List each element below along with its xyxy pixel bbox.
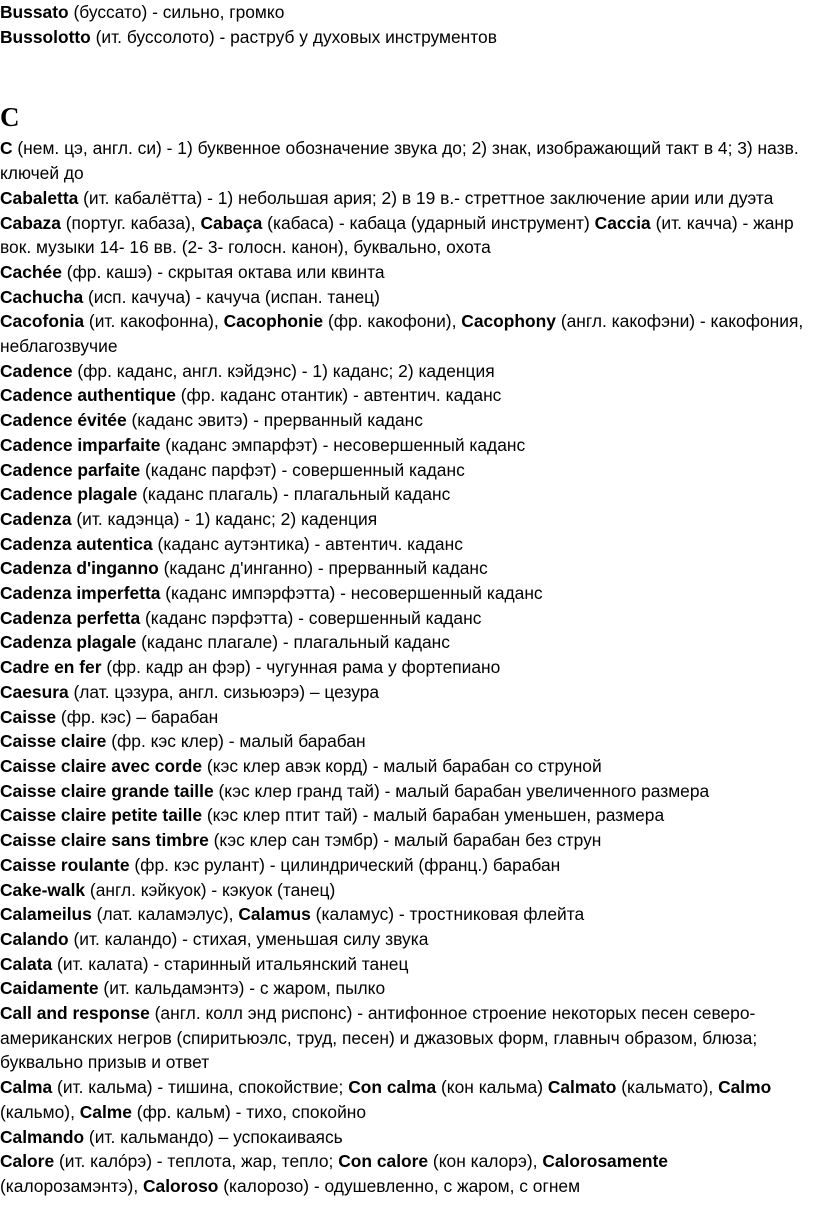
entry-definition: (ит. кальдамэнтэ) - с жаром, пылко — [98, 978, 386, 999]
dictionary-entry — [0, 853, 806, 878]
entry-term: Cadence parfaite — [0, 459, 141, 480]
entry-definition: (кэс клер авэк корд) - малый барабан со струной — [202, 755, 602, 776]
entry-term: Call and response — [0, 1003, 150, 1024]
entry-term: Calando — [0, 928, 69, 949]
entry-definition: (кальмато), — [616, 1077, 719, 1098]
entry-term: Calmo — [718, 1077, 772, 1098]
entry-term: Cadenza perfetta — [0, 607, 141, 628]
entry-definition: (фр. кэс) – барабан — [56, 706, 219, 727]
entry-term: Cacophony — [461, 311, 556, 332]
dictionary-entry — [0, 25, 806, 50]
entry-term: Cadre en fer — [0, 657, 102, 678]
entry-term: Caisse claire avec corde — [0, 755, 203, 776]
entry-term: Caisse claire sans timbre — [0, 830, 209, 851]
entry-definition: (фр. кадр ан фэр) - чугунная рама у фортепиано — [101, 657, 501, 678]
entry-term: Bussolotto — [0, 26, 91, 47]
entry-definition: (ит. кабалётта) - 1) небольшая ария; 2) в 19 в.- стреттное заключение арии или дуэта — [78, 187, 774, 208]
entry-term: Cadenza d'inganno — [0, 558, 159, 579]
entry-term: Cadenza imperfetta — [0, 583, 161, 604]
entry-definition: (ит. кальмандо) – успокаиваясь — [84, 1126, 343, 1147]
entry-definition: (буссато) - сильно, громко — [68, 2, 285, 22]
entry-definition: (каданс эмпарфэт) - несовершенный каданс — [160, 434, 526, 455]
entry-definition: (каданс пэрфэтта) - совершенный каданс — [140, 607, 482, 628]
dictionary-entry — [0, 556, 806, 581]
entry-definition: (кальмо), — [0, 1101, 80, 1122]
entry-term: Calmando — [0, 1126, 85, 1147]
entry-definition: (ит. калата) - старинный итальянский танец — [52, 953, 409, 974]
dictionary-entry — [0, 433, 806, 458]
entry-term: Cadence — [0, 360, 73, 381]
dictionary-entry — [0, 408, 806, 433]
entry-definition: (фр. кэс рулант) - цилиндрический (франц.) барабан — [129, 854, 561, 875]
entry-term: Caisse claire — [0, 731, 107, 752]
entry-definition: (каданс д'инганно) - прерванный каданс — [158, 558, 488, 579]
entry-definition: (каламус) - тростниковая флейта — [310, 904, 585, 925]
dictionary-entry — [0, 581, 806, 606]
entry-term: Cake-walk — [0, 879, 86, 900]
entry-definition: (исп. качуча) - качуча (испан. танец) — [83, 286, 380, 307]
entry-definition: (каданс импэрфэтта) - несовершенный каданс — [160, 583, 543, 604]
entry-term: Calorosamente — [542, 1151, 668, 1172]
entry-term: Cacophonie — [223, 311, 324, 332]
entry-definition: (ит. кадэнца) - 1) каданс; 2) каденция — [71, 508, 378, 529]
dictionary-entry — [0, 779, 806, 804]
entry-term: Cadence plagale — [0, 484, 138, 505]
entry-definition: (кэс клер птит тай) - малый барабан уменьшен, размера — [202, 805, 665, 826]
dictionary-entry — [0, 285, 806, 310]
dictionary-entry — [0, 507, 806, 532]
entry-definition: (фр. какофони), — [323, 311, 462, 332]
entry-definition: (кон калорэ), — [428, 1151, 543, 1172]
entry-term: Calmato — [547, 1077, 617, 1098]
dictionary-entry — [0, 1075, 806, 1124]
entry-definition: (кабаса) - кабаца (ударный инструмент) — [262, 212, 595, 233]
entry-definition: (ит. качча) - жанр вок. музыки 14- 16 вв. (2- 3- голосн. канон), буквально, охота — [0, 212, 794, 258]
dictionary-entry — [0, 1001, 806, 1075]
entry-term: Calma — [0, 1077, 53, 1098]
dictionary-entry — [0, 729, 806, 754]
entry-term: Cadenza autentica — [0, 533, 153, 554]
dictionary-entry — [0, 630, 806, 655]
entry-definition: (англ. какофэни) - какофония, неблагозвучие — [0, 311, 804, 357]
entry-term: Caisse claire grande taille — [0, 780, 214, 801]
dictionary-entry — [0, 976, 806, 1001]
entry-term: Con calma — [348, 1077, 437, 1098]
dictionary-entry — [0, 878, 806, 903]
entry-definition: (каданс парфэт) - совершенный каданс — [140, 459, 465, 480]
dictionary-entry — [0, 309, 806, 358]
entry-term: Caisse roulante — [0, 854, 130, 875]
entry-term: Cachée — [0, 261, 62, 282]
dictionary-entry — [0, 828, 806, 853]
entry-definition: (кэс клер гранд тай) - малый барабан увеличенного размера — [213, 780, 710, 801]
entry-term: Cadenza plagale — [0, 632, 137, 653]
entry-term: Caisse — [0, 706, 57, 727]
entry-definition: (фр. кашэ) - скрытая октава или квинта — [61, 261, 385, 282]
dictionary-entry — [0, 1149, 806, 1198]
dictionary-entry — [0, 532, 806, 557]
dictionary-entry — [0, 606, 806, 631]
entry-definition: (каданс аутэнтика) - автентич. каданс — [152, 533, 463, 554]
entry-term: Cabaça — [200, 212, 263, 233]
entry-term: Bussato — [0, 2, 69, 22]
entry-definition: (кэс клер сан тэмбр) - малый барабан без струн — [208, 830, 602, 851]
dictionary-entry — [0, 680, 806, 705]
entry-definition: (кон кальма) — [436, 1077, 548, 1098]
entry-term: Caloroso — [143, 1175, 219, 1196]
entry-term: Calameilus — [0, 904, 92, 925]
dictionary-entry — [0, 211, 806, 260]
entry-definition: (англ. кэйкуок) - кэкуок (танец) — [85, 879, 336, 900]
entry-term: Cadence authentique — [0, 385, 176, 406]
entry-term: Calamus — [238, 904, 311, 925]
dictionary-entry — [0, 383, 806, 408]
entry-term: Caccia — [594, 212, 651, 233]
entry-definition: (португ. кабаза), — [60, 212, 201, 233]
dictionary-entry — [0, 260, 806, 285]
entry-term: Cadence imparfaite — [0, 434, 161, 455]
entry-definition: (нем. цэ, англ. си) - 1) буквенное обозначение звука до; 2) знак, изображающий такт в 4; 3) назв. ключей до — [0, 138, 799, 184]
dictionary-entry — [0, 1125, 806, 1150]
entry-definition: (фр. каданс отантик) - автентич. каданс — [175, 385, 502, 406]
entry-definition: (каданс плагаль) - плагальный каданс — [137, 484, 451, 505]
entry-definition: (калорозо) - одушевленно, с жаром, с огнем — [218, 1175, 581, 1196]
entry-term: Caesura — [0, 681, 69, 702]
entry-term: Calore — [0, 1151, 55, 1172]
dictionary-entry — [0, 927, 806, 952]
dictionary-entry — [0, 186, 806, 211]
dictionary-entry — [0, 458, 806, 483]
entry-term: Caidamente — [0, 978, 99, 999]
top-entries — [0, 0, 806, 49]
entry-term: Calata — [0, 953, 53, 974]
entry-term: Cabaletta — [0, 187, 79, 208]
entries-list — [0, 136, 806, 1198]
dictionary-entry — [0, 0, 806, 25]
dictionary-entry — [0, 705, 806, 730]
entry-definition: (калорозамэнтэ), — [0, 1175, 143, 1196]
entry-definition: (фр. кальм) - тихо, спокойно — [131, 1101, 367, 1122]
entry-term: Cadenza — [0, 508, 72, 529]
dictionary-entry — [0, 754, 806, 779]
entry-term: Caisse claire petite taille — [0, 805, 203, 826]
section-letter-heading: C — [0, 102, 20, 133]
entry-term: C — [0, 138, 13, 159]
entry-definition: (ит. какофонна), — [84, 311, 224, 332]
entry-definition: (англ. колл энд риспонс) - антифонное строение некоторых песен северо-американских негров (спиритьюэлс, труд, песен) и джазовых форм, главныч образом, блюза; буквально призыв и ответ — [0, 1003, 758, 1073]
dictionary-entry — [0, 136, 806, 185]
entry-term: Calme — [79, 1101, 132, 1122]
entry-definition: (лат. каламэлус), — [91, 904, 239, 925]
entry-definition: (каданс плагале) - плагальный каданс — [136, 632, 450, 653]
entry-definition: (ит. кальма) - тишина, спокойствие; — [52, 1077, 349, 1098]
entry-term: Cachucha — [0, 286, 84, 307]
entry-definition: (фр. каданс, англ. кэйдэнс) - 1) каданс; 2) каденция — [72, 360, 495, 381]
entry-definition: (лат. цэзура, англ. сизьюэрэ) – цезура — [68, 681, 380, 702]
entry-definition: (фр. кэс клер) - малый барабан — [106, 731, 366, 752]
dictionary-entry — [0, 952, 806, 977]
dictionary-entry — [0, 655, 806, 680]
entry-term: Cabaza — [0, 212, 61, 233]
entry-definition: (ит. калóрэ) - теплота, жар, тепло; — [54, 1151, 339, 1172]
entry-definition: (ит. буссолото) - раструб у духовых инструментов — [90, 26, 497, 47]
entry-term: Cacofonia — [0, 311, 85, 332]
entry-term: Con calore — [338, 1151, 429, 1172]
entry-definition: (каданс эвитэ) - прерванный каданс — [126, 410, 423, 431]
dictionary-entry — [0, 902, 806, 927]
dictionary-entry — [0, 803, 806, 828]
dictionary-entry — [0, 359, 806, 384]
dictionary-entry — [0, 482, 806, 507]
entry-term: Cadence évitée — [0, 410, 127, 431]
entry-definition: (ит. каландо) - стихая, уменьшая силу звука — [68, 928, 429, 949]
